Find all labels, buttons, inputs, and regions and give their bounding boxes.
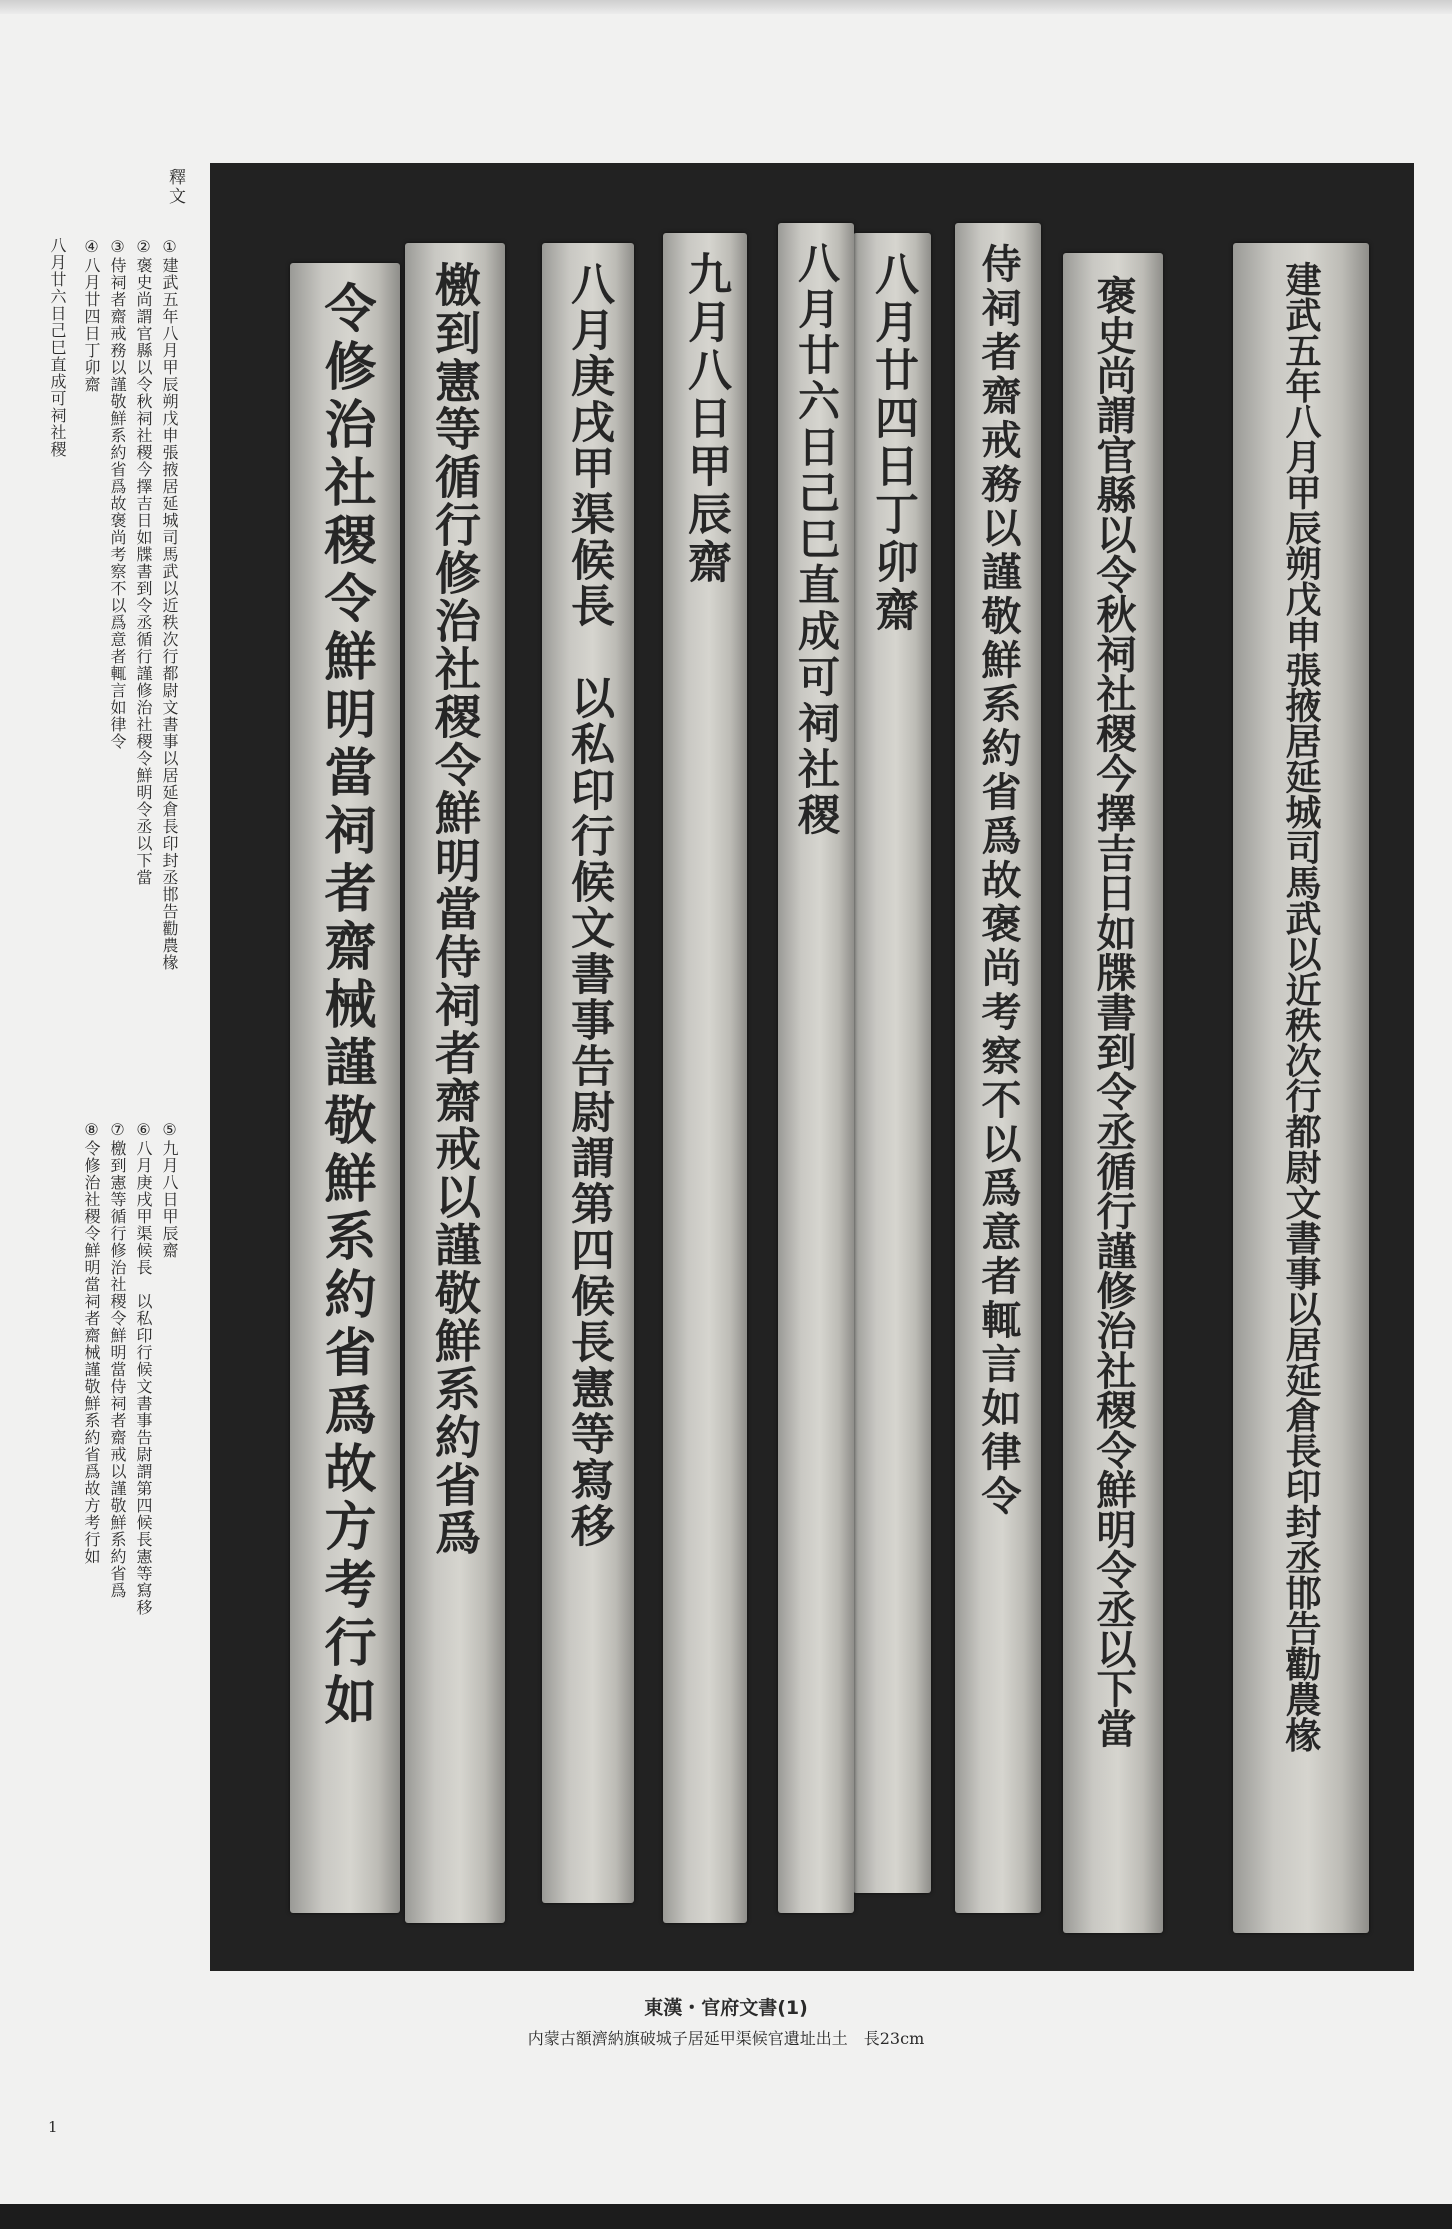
line-number: ⑥	[134, 1120, 153, 1140]
slip-text: 令修治社稷令鮮明當祠者齋械謹敬鮮系約省爲故方考行如	[315, 281, 376, 1731]
transcription-line-3	[107, 237, 127, 750]
slip-text: 八月庚戌甲渠候長 以私印行候文書事告尉謂第四候長憲等寫移	[563, 261, 614, 1549]
bamboo-slip-4	[853, 233, 931, 1893]
bamboo-slip-1	[1233, 243, 1369, 1933]
transcription-line-2	[133, 237, 153, 886]
slip-text: 檄到憲等循行修治社稷令鮮明當侍祠者齋戒以謹敬鮮系約省爲	[428, 261, 482, 1557]
line-number: ③	[108, 237, 127, 257]
line-text: 建武五年八月甲辰朔戊申張掖居延城司馬武以近秩次行都尉文書事以居延倉長印封丞邯告勸農椽	[160, 257, 179, 971]
slip-text: 侍祠者齋戒務以謹敬鮮系約省爲故褒尚考察不以爲意者輒言如律令	[975, 243, 1022, 1519]
line-text: 令修治社稷令鮮明當祠者齋械謹敬鮮系約省爲故方考行如	[82, 1140, 101, 1565]
slip-text: 建武五年八月甲辰朔戊申張掖居延城司馬武以近秩次行都尉文書事以居延倉長印封丞邯告勸農椽	[1280, 261, 1322, 1752]
line-number: ⑦	[108, 1120, 127, 1140]
line-text: 八月廿四日丁卯齋	[82, 257, 101, 393]
bamboo-slip-8	[405, 243, 505, 1923]
line-text: 八月庚戌甲渠候長 以私印行候文書事告尉謂第四候長憲等寫移	[134, 1140, 153, 1616]
slip-text: 九月八日甲辰齋	[680, 251, 731, 587]
bamboo-slip-3	[955, 223, 1041, 1913]
transcription-line-1	[159, 237, 179, 971]
line-text: 九月八日甲辰齋	[160, 1140, 179, 1259]
transcription-line-5	[47, 237, 67, 458]
slip-text: 八月廿四日丁卯齋	[867, 251, 918, 635]
bamboo-slip-2	[1063, 253, 1163, 1933]
line-text: 侍祠者齋戒務以謹敬鮮系約省爲故褒尚考察不以爲意者輒言如律令	[108, 257, 127, 750]
transcription-line-6	[133, 1120, 153, 1616]
line-text: 檄到憲等循行修治社稷令鮮明當侍祠者齋戒以謹敬鮮系約省爲	[108, 1140, 127, 1599]
slip-text: 八月廿六日己巳直成可祠社稷	[792, 241, 841, 839]
line-number: ①	[160, 237, 179, 257]
line-number: ④	[82, 237, 101, 257]
transcription-heading: 釋文	[165, 168, 185, 206]
bamboo-slips-photo	[210, 163, 1414, 1971]
caption-subtitle: 内蒙古額濟納旗破城子居延甲渠候官遺址出土 長23cm	[527, 2029, 925, 2048]
line-text: 褒史尚謂官縣以令秋祠社稷今擇吉日如牒書到令丞循行謹修治社稷令鮮明令丞以下當	[134, 257, 153, 886]
line-number: ⑤	[160, 1120, 179, 1140]
page-bottom-edge	[0, 2204, 1452, 2229]
bamboo-slip-6	[663, 233, 747, 1923]
transcription-line-5b	[159, 1120, 179, 1259]
transcription-line-4	[81, 237, 101, 393]
line-text: 八月廿六日己巳直成可祠社稷	[48, 237, 67, 458]
bamboo-slip-9	[290, 263, 400, 1913]
transcription-line-8	[81, 1120, 101, 1565]
bamboo-slip-7	[542, 243, 634, 1903]
bamboo-slip-5	[778, 223, 854, 1913]
caption-title: 東漢・官府文書(1)	[644, 1997, 808, 2019]
page-top-edge	[0, 0, 1452, 14]
line-number: ②	[134, 237, 153, 257]
transcription-line-7	[107, 1120, 127, 1599]
line-number: ⑧	[82, 1120, 101, 1140]
page-number: 1	[48, 2118, 58, 2136]
slip-text: 褒史尚謂官縣以令秋祠社稷今擇吉日如牒書到令丞循行謹修治社稷令鮮明令丞以下當	[1090, 275, 1137, 1748]
